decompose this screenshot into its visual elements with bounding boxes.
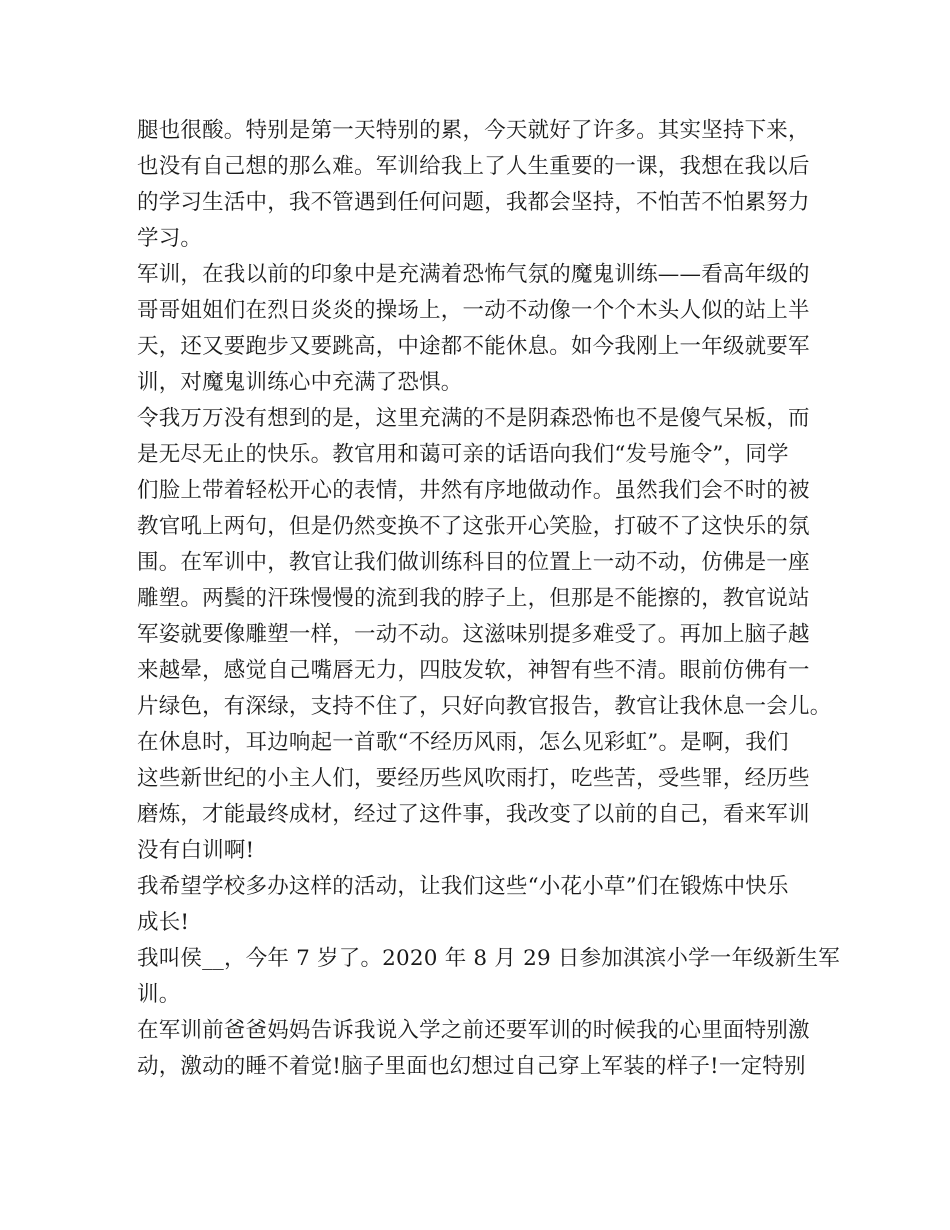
text-line: 也没有自己想的那么难。军训给我上了人生重要的一课，我想在我以后: [137, 154, 810, 179]
text-line: 军姿就要像雕塑一样，一动不动。这滋味别提多难受了。再加上脑子越: [137, 622, 810, 647]
text-line: 磨炼，才能最终成材，经过了这件事，我改变了以前的自己，看来军训: [137, 802, 810, 827]
text-line: 来越晕，感觉自己嘴唇无力，四肢发软，神智有些不清。眼前仿佛有一: [137, 658, 810, 683]
text-line: 在休息时，耳边响起一首歌“不经历风雨，怎么见彩虹”。是啊，我们: [137, 730, 789, 755]
document-body: [137, 113, 840, 1085]
text-line: 训，对魔鬼训练心中充满了恐惧。: [137, 370, 463, 395]
text-line: 我希望学校多办这样的活动，让我们这些“小花小草”们在锻炼中快乐: [137, 874, 789, 899]
text-line: 雕塑。两鬓的汗珠慢慢的流到我的脖子上，但那是不能擦的，教官说站: [137, 586, 810, 611]
text-line: 我叫侯__，今年 7 岁了。2020 年 8 月 29 日参加淇滨小学一年级新生军: [137, 946, 840, 971]
text-line: 军训，在我以前的印象中是充满着恐怖气氛的魔鬼训练——看高年级的: [137, 262, 810, 287]
text-line: 训。: [137, 982, 181, 1007]
text-line: 成长!: [137, 910, 190, 935]
text-line: 是无尽无止的快乐。教官用和蔼可亲的话语向我们“发号施令”，同学: [137, 442, 789, 467]
text-line: 学习。: [137, 226, 203, 251]
text-line: 动，激动的睡不着觉!脑子里面也幻想过自己穿上军装的样子!一定特别: [137, 1054, 806, 1079]
text-line: 没有白训啊!: [137, 838, 255, 863]
text-line: 腿也很酸。特别是第一天特别的累，今天就好了许多。其实坚持下来，: [137, 118, 810, 143]
text-line: 哥哥姐姐们在烈日炎炎的操场上，一动不动像一个个木头人似的站上半: [137, 298, 810, 323]
text-line: 天，还又要跑步又要跳高，中途都不能休息。如今我刚上一年级就要军: [137, 334, 810, 359]
text-line: 这些新世纪的小主人们，要经历些风吹雨打，吃些苦，受些罪，经历些: [137, 766, 810, 791]
text-line: 们脸上带着轻松开心的表情，井然有序地做动作。虽然我们会不时的被: [137, 478, 810, 503]
text-line: 片绿色，有深绿，支持不住了，只好向教官报告，教官让我休息一会儿。: [137, 694, 832, 719]
text-line: 在军训前爸爸妈妈告诉我说入学之前还要军训的时候我的心里面特别激: [137, 1018, 810, 1043]
text-line: 令我万万没有想到的是，这里充满的不是阴森恐怖也不是傻气呆板，而: [137, 406, 810, 431]
text-line: 教官吼上两句，但是仍然变换不了这张开心笑脸，打破不了这快乐的氛: [137, 514, 810, 539]
text-line: 的学习生活中，我不管遇到任何问题，我都会坚持，不怕苦不怕累努力: [137, 190, 810, 215]
text-line: 围。在军训中，教官让我们做训练科目的位置上一动不动，仿佛是一座: [137, 550, 810, 575]
